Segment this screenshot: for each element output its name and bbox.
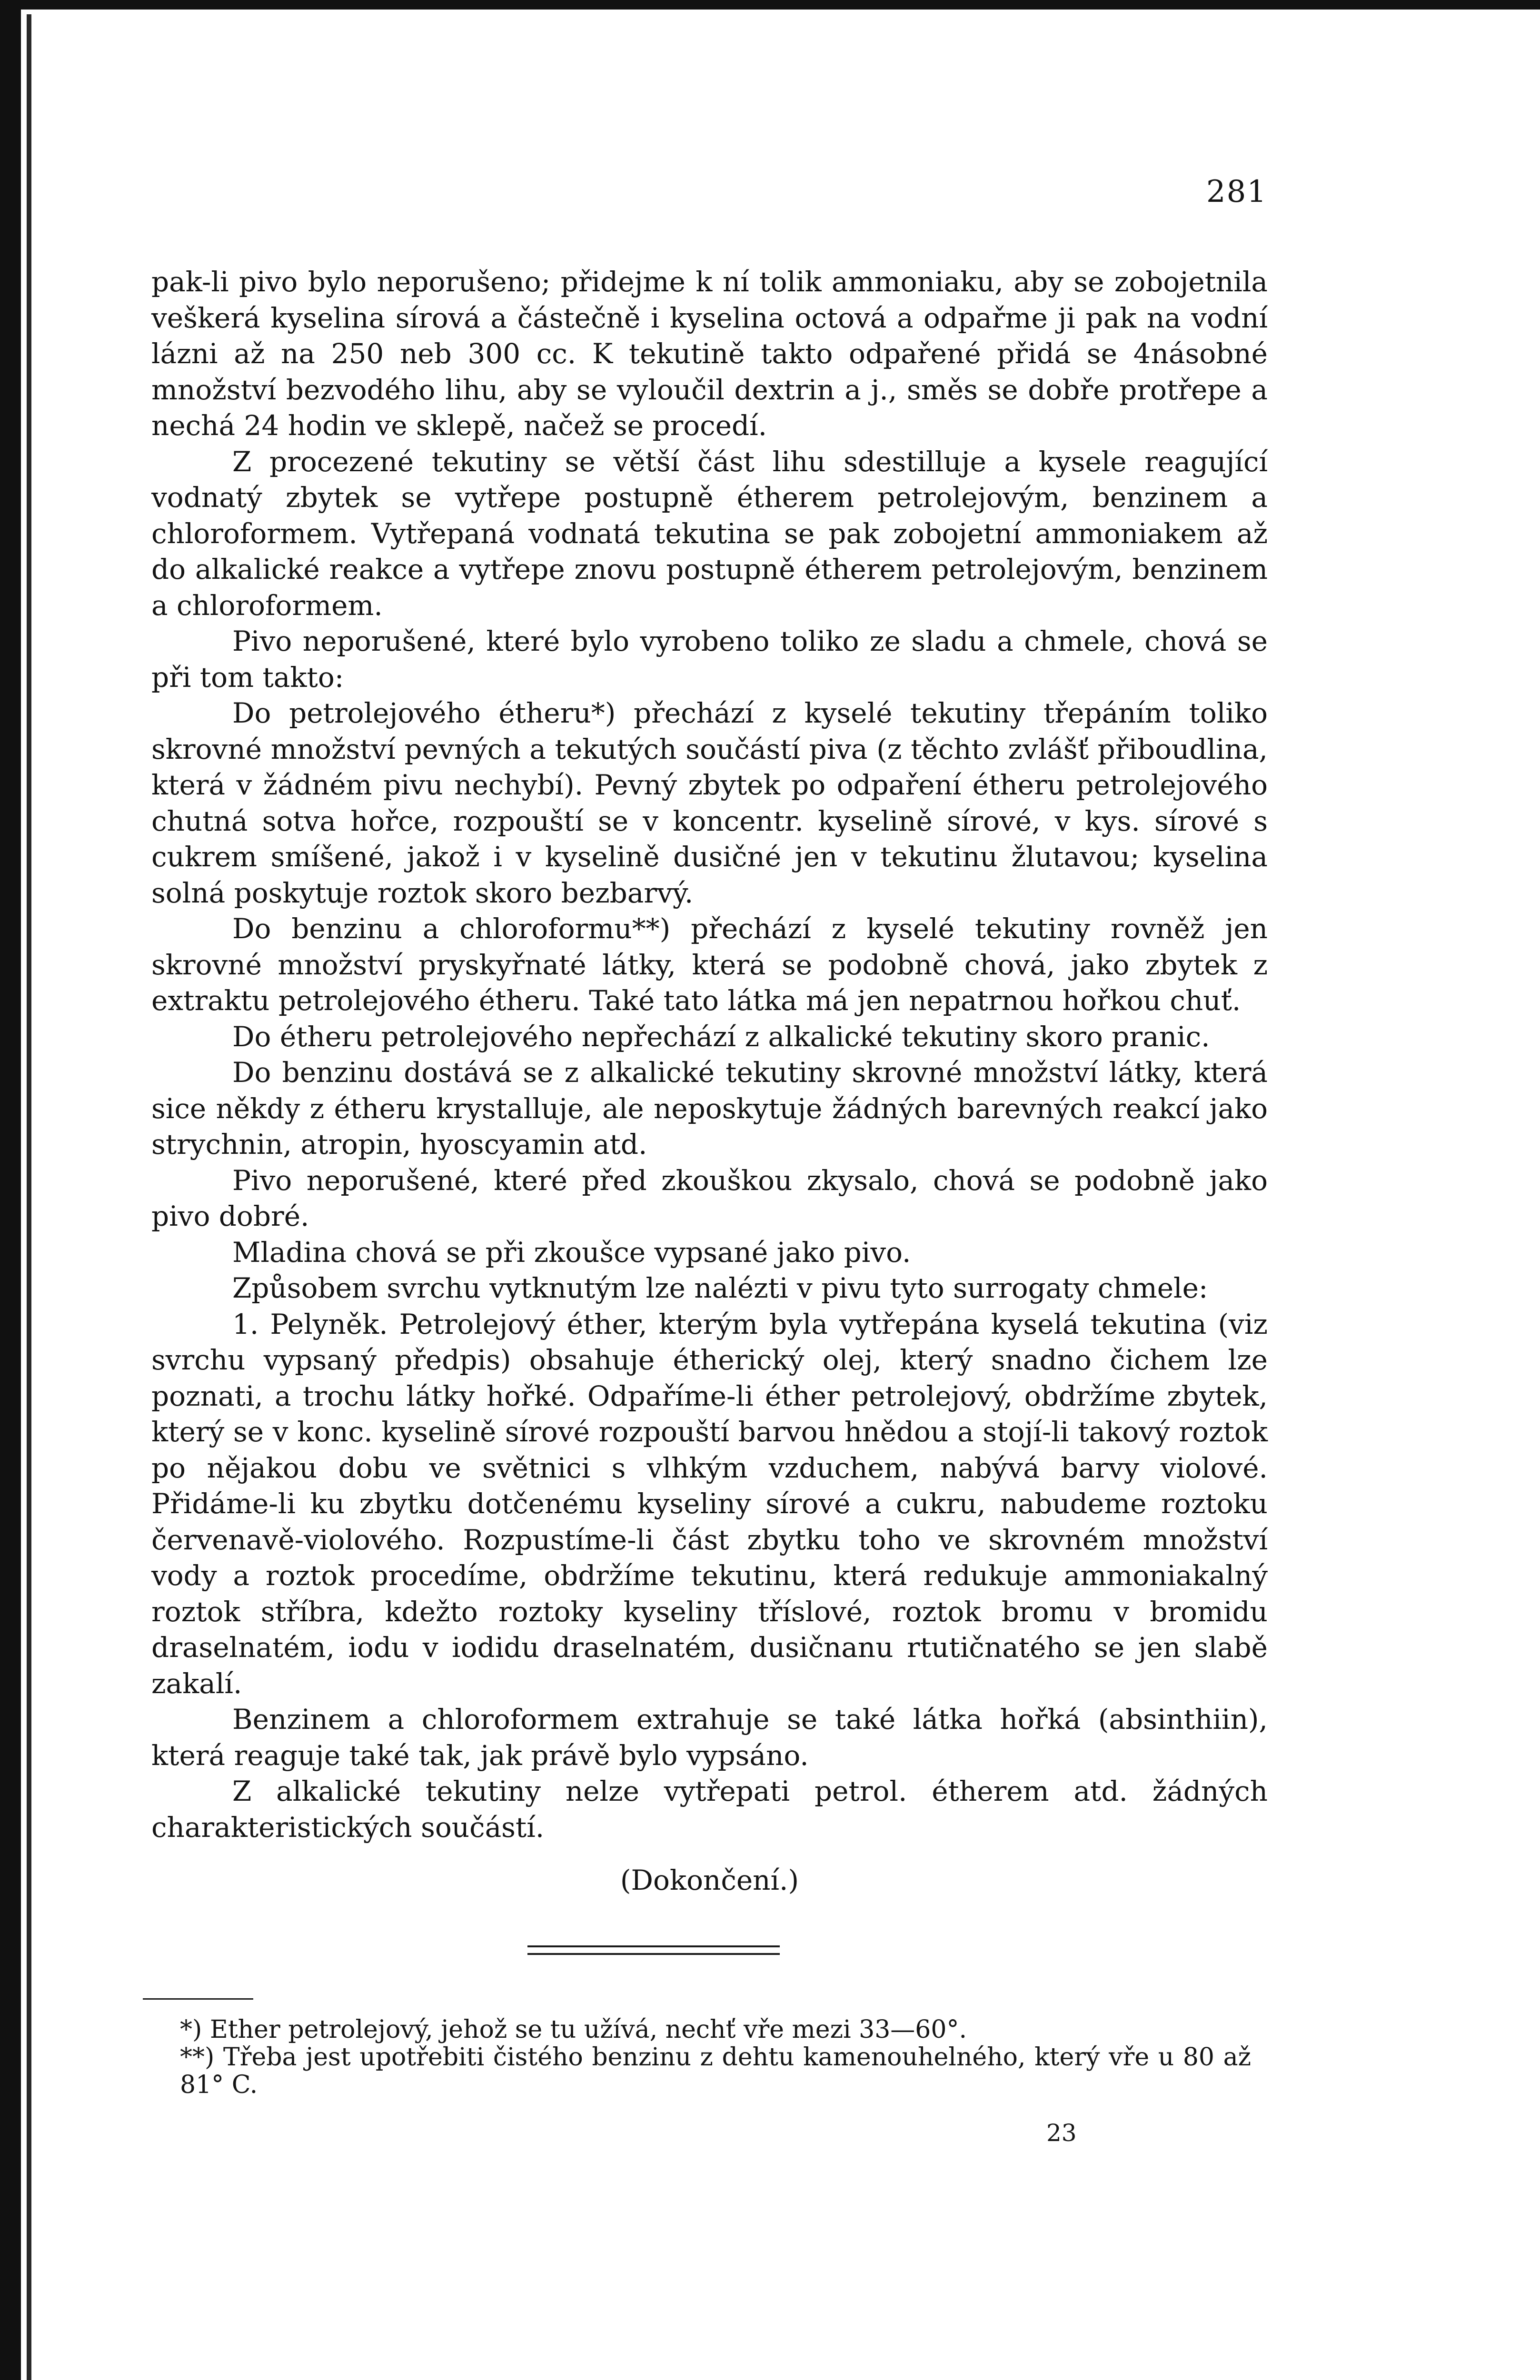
paragraph: Do benzinu dostává se z alkalické tekutiny skrovné množství látky, která sice někdy z étheru krystalluje, ale neposkytuje žádných barevných reakcí jako strychnin, atropin, hyoscyamin atd. <box>151 1056 1268 1160</box>
paragraph: Benzinem a chloroformem extrahuje se také látka hořká (absinthiin), která reaguje také tak, jak právě bylo vypsáno. <box>151 1703 1268 1772</box>
paragraph: Pivo neporušené, které před zkouškou zkysalo, chová se podobně jako pivo dobré. <box>151 1164 1268 1232</box>
footnote: *) Ether petrolejový, jehož se tu užívá, nechť vře mezi 33—60°. <box>180 2015 967 2044</box>
rule-line <box>527 1945 780 1947</box>
footnotes <box>180 2016 1251 2099</box>
paragraph: pak-li pivo bylo neporušeno; přidejme k ní tolik ammoniaku, aby se zobojetnila veškerá kyselina sírová a částečně i kyselina octová a odpařme ji pak na vodní lázni až na 250 neb 300 cc. K tekutině takto odpařené přidá se 4násobné množství bezvodého lihu, aby se vyloučil dextrin a j., směs se dobře protřepe a nechá 24 hodin ve sklepě, načež se procedí. <box>151 266 1268 442</box>
paragraph: Do benzinu a chloroformu**) přechází z kyselé tekutiny rovněž jen skrovné množství pryskyřnaté látky, která se podobně chová, jako zbytek z extraktu petrolejového étheru. Také tato látka má jen nepatrnou hořkou chuť. <box>151 912 1268 1017</box>
footnote-separator <box>143 1998 253 2000</box>
page-number: 281 <box>1206 174 1267 209</box>
scan-edge-left-inner <box>27 14 31 2380</box>
scan-edge-top <box>0 0 1540 10</box>
footnote: **) Třeba jest upotřebiti čistého benzinu z dehtu kamenouhelného, který vře u 80 až 81° C. <box>180 2043 1251 2099</box>
paragraph: 1. Pelyněk. Petrolejový éther, kterým byla vytřepána kyselá tekutina (viz svrchu vypsaný předpis) obsahuje étherický olej, který snadno čichem lze poznati, a trochu látky hořké. Odpaříme-li éther petrolejový, obdržíme zbytek, který se v konc. kyselině sírové rozpouští barvou hnědou a stojí-li takový roztok po nějakou dobu ve světnici s vlhkým vzduchem, nabývá barvy violové. Přidáme-li ku zbytku dotčenému kyseliny sírové a cukru, nabudeme roztoku červenavě-violového. Rozpustíme-li část zbytku toho ve skrovném množství vody a roztok procedíme, obdržíme tekutinu, která redukuje ammoniakalný roztok stříbra, kdežto roztoky kyseliny tříslové, roztok bromu v bromidu draselnatém, iodu v iodidu draselnatém, dusičnanu rtutičnatého se jen slabě zakalí. <box>151 1308 1268 1700</box>
section-end-rule <box>527 1944 780 1958</box>
paragraph: Do étheru petrolejového nepřechází z alkalické tekutiny skoro pranic. <box>232 1020 1210 1053</box>
scan-edge-left <box>0 0 21 2380</box>
signature-mark: 23 <box>1046 2119 1077 2147</box>
rule-line <box>527 1953 780 1955</box>
paragraph: Pivo neporušené, které bylo vyrobeno toliko ze sladu a chmele, chová se při tom takto: <box>151 625 1268 694</box>
paragraph: Z alkalické tekutiny nelze vytřepati petrol. étherem atd. žádných charakteristických součástí. <box>151 1775 1268 1844</box>
body-text <box>151 264 1268 1899</box>
paragraph: Do petrolejového étheru*) přechází z kyselé tekutiny třepáním toliko skrovné množství pevných a tekutých součástí piva (z těchto zvlášť přiboudlina, která v žádném pivu nechybí). Pevný zbytek po odpaření étheru petrolejového chutná sotva hořce, rozpouští se v koncentr. kyselině sírové, v kys. sírové s cukrem smíšené, jakož i v kyselině dusičné jen v tekutinu žlutavou; kyselina solná poskytuje roztok skoro bezbarvý. <box>151 697 1268 909</box>
paragraph: Mladina chová se při zkoušce vypsané jako pivo. <box>232 1236 911 1269</box>
paragraph: Z procezené tekutiny se větší část lihu sdestilluje a kysele reagující vodnatý zbytek se vytřepe postupně étherem petrolejovým, benzinem a chloroformem. Vytřepaná vodnatá tekutina se pak zobojetní ammoniakem až do alkalické reakce a vytřepe znovu postupně étherem petrolejovým, benzinem a chloroformem. <box>151 445 1268 622</box>
paragraph: Způsobem svrchu vytknutým lze nalézti v pivu tyto surrogaty chmele: <box>232 1272 1208 1304</box>
closing-note: (Dokončení.) <box>620 1864 799 1896</box>
